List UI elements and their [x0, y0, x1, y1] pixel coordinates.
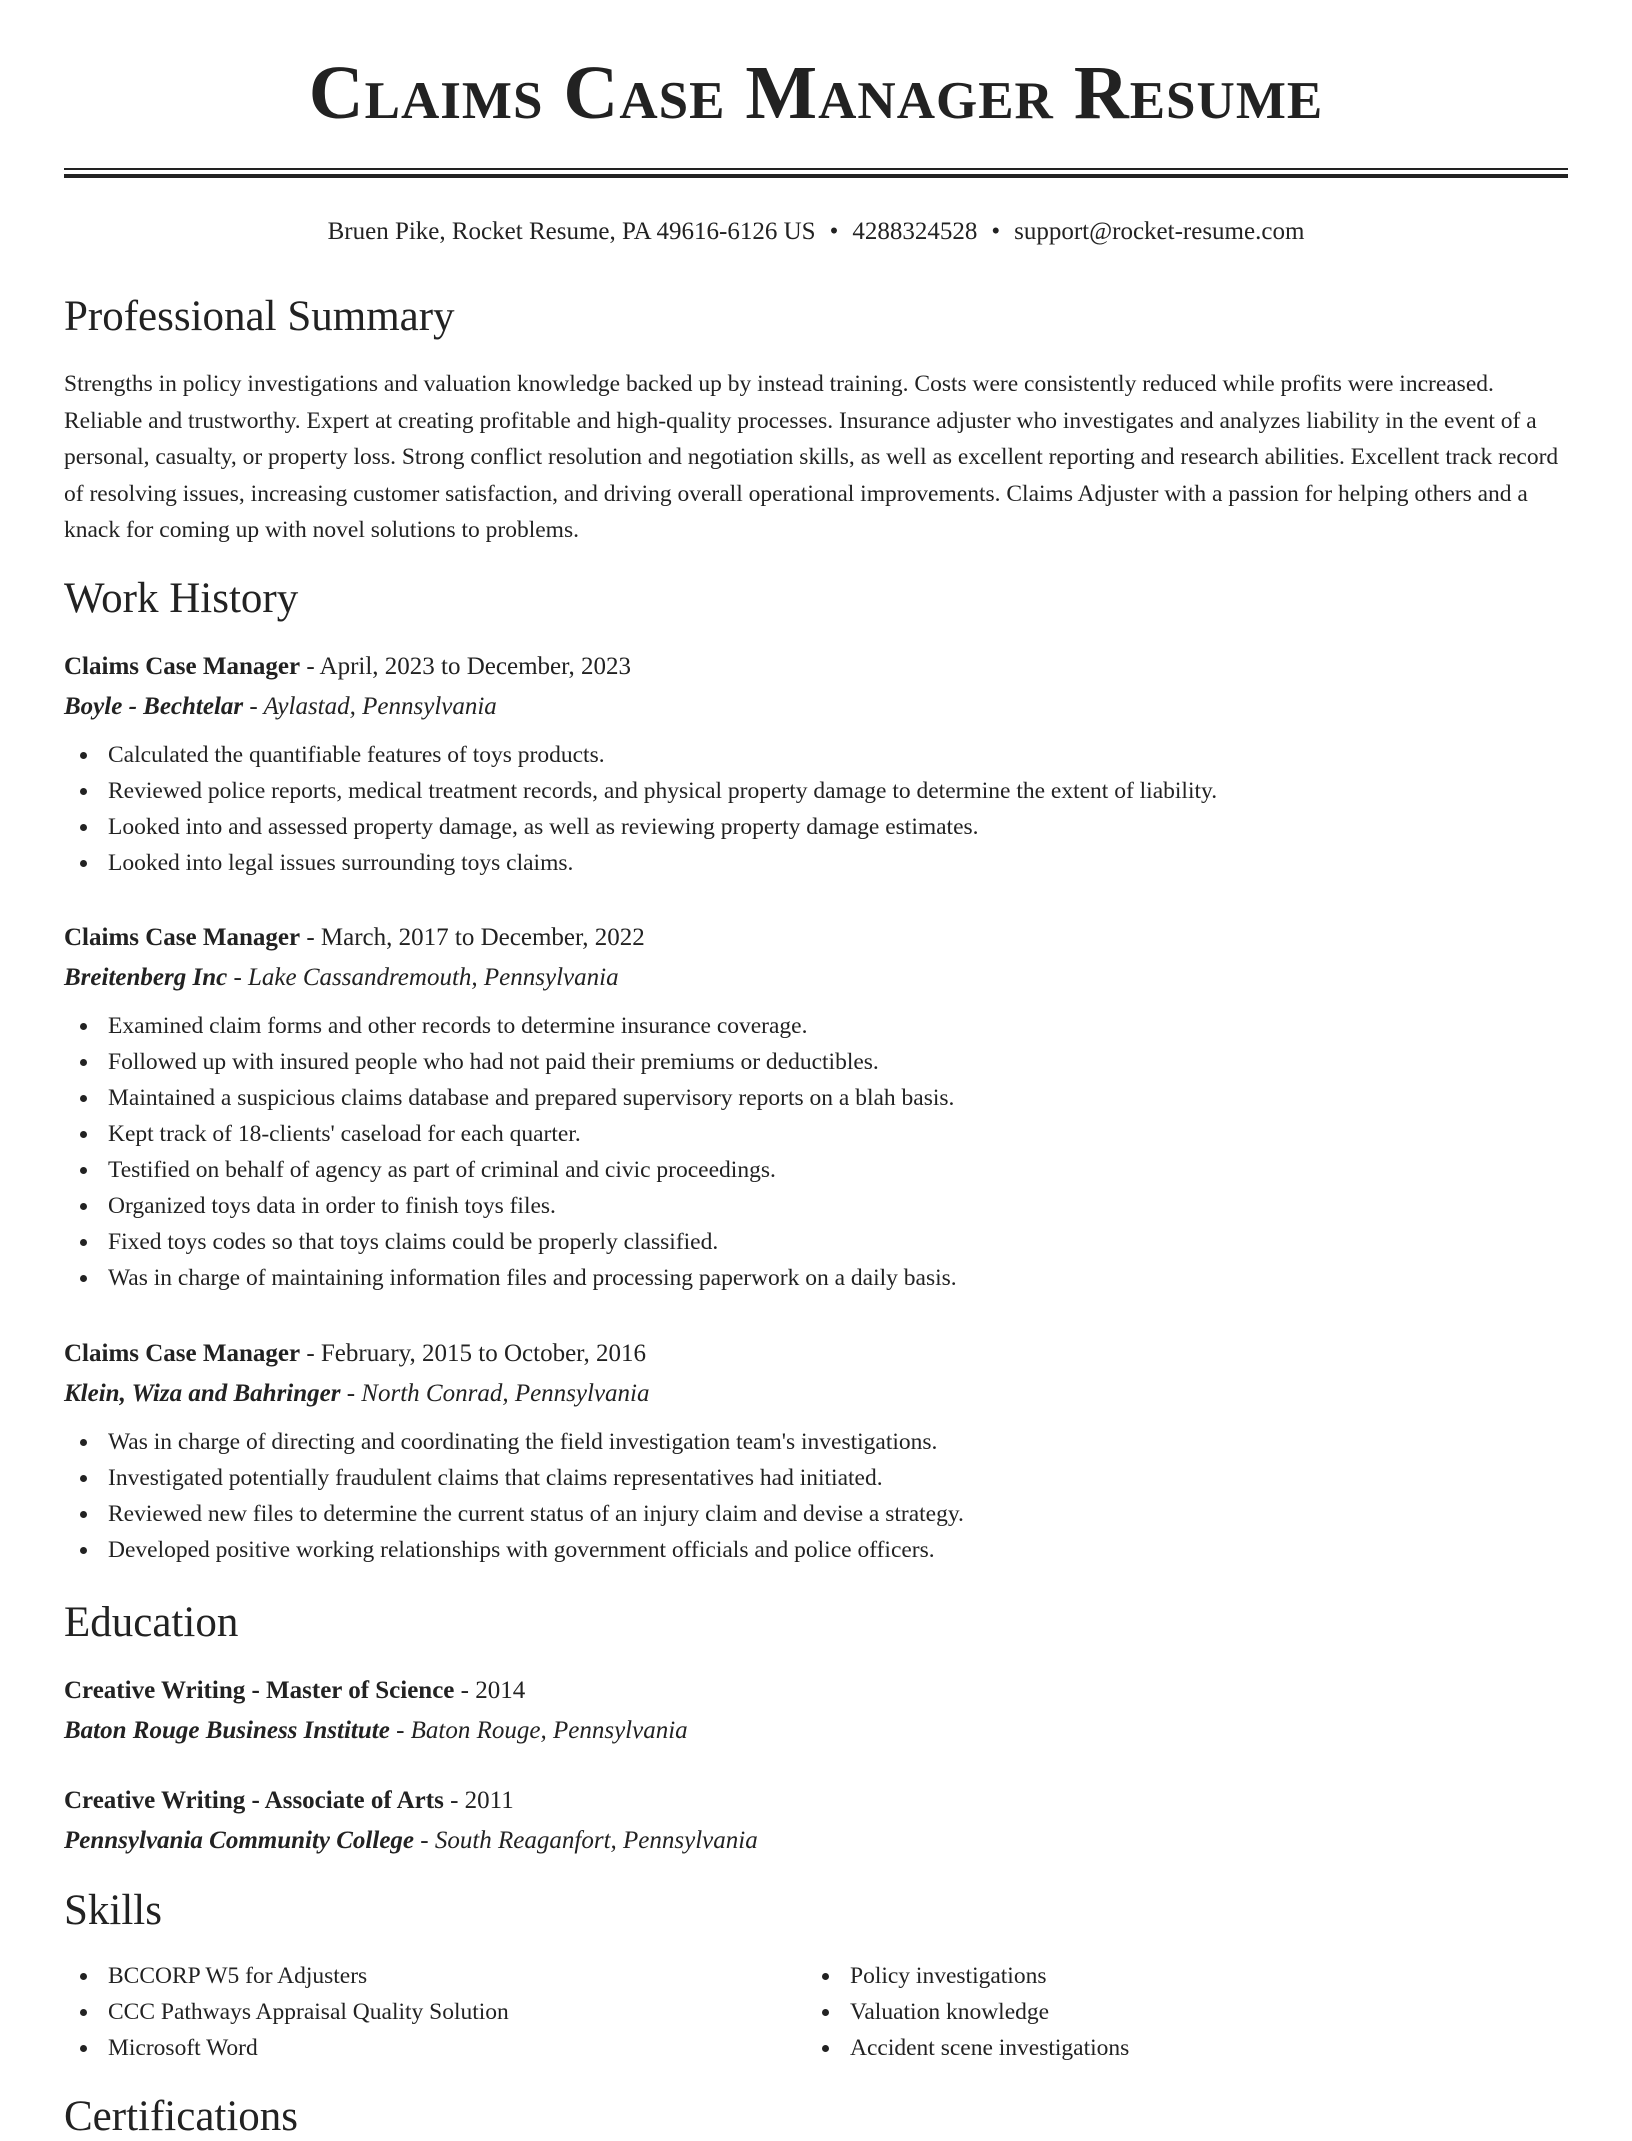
job-entry: [64, 918, 1568, 1296]
degree-name: Creative Writing - Master of Science: [64, 1677, 455, 1704]
school-location: - South Reaganfort, Pennsylvania: [414, 1827, 758, 1854]
degree-year: - 2014: [454, 1677, 526, 1704]
job-dates: - March, 2017 to December, 2022: [300, 924, 645, 951]
duty-item: Looked into legal issues surrounding toys claims.: [64, 845, 1568, 881]
contact-line: [0, 215, 1632, 249]
job-dates: - February, 2015 to October, 2016: [300, 1340, 646, 1367]
duty-item: Calculated the quantifiable features of toys products.: [64, 737, 1568, 773]
duty-item: Was in charge of directing and coordinating the field investigation team's investigations.: [64, 1424, 1568, 1460]
school-name: Baton Rouge Business Institute: [64, 1717, 390, 1744]
job-company-line: [64, 687, 1568, 727]
job-title: Claims Case Manager: [64, 653, 301, 680]
contact-email: support@rocket-resume.com: [1014, 218, 1305, 245]
degree-line: [64, 1781, 1568, 1821]
job-company: Klein, Wiza and Bahringer: [64, 1380, 341, 1407]
job-title: Claims Case Manager: [64, 1340, 301, 1367]
duty-item: Investigated potentially fraudulent claims that claims representatives had initiated.: [64, 1460, 1568, 1496]
school-name: Pennsylvania Community College: [64, 1827, 415, 1854]
duty-item: Organized toys data in order to finish toys files.: [64, 1188, 1568, 1224]
job-title-line: [64, 1334, 1568, 1374]
job-company: Boyle - Bechtelar: [64, 693, 244, 720]
degree-line: [64, 1671, 1568, 1711]
duty-item: Testified on behalf of agency as part of criminal and civic proceedings.: [64, 1152, 1568, 1188]
work-history-heading: Work History: [64, 575, 299, 622]
education-entry: [64, 1781, 1568, 1861]
duty-item: Kept track of 18-clients' caseload for each quarter.: [64, 1116, 1568, 1152]
education-heading: Education: [64, 1599, 239, 1646]
duty-item: Developed positive working relationships with government officials and police officers.: [64, 1532, 1568, 1568]
job-title: Claims Case Manager: [64, 924, 301, 951]
duty-item: Looked into and assessed property damage, as well as reviewing property damage estimates.: [64, 809, 1568, 845]
job-location: - Lake Cassandremouth, Pennsylvania: [227, 964, 619, 991]
job-title-line: [64, 647, 1568, 687]
duty-item: Reviewed new files to determine the current status of an injury claim and devise a strategy.: [64, 1496, 1568, 1532]
degree-name: Creative Writing - Associate of Arts: [64, 1787, 444, 1814]
job-title-line: [64, 918, 1568, 958]
school-line: [64, 1821, 1568, 1861]
job-duties: [64, 737, 1568, 881]
summary-heading: Professional Summary: [64, 293, 455, 340]
skill-item: Valuation knowledge: [806, 1994, 1546, 2030]
duty-item: Fixed toys codes so that toys claims could be properly classified.: [64, 1224, 1568, 1260]
skill-item: BCCORP W5 for Adjusters: [64, 1958, 804, 1994]
job-company: Breitenberg Inc: [64, 964, 228, 991]
school-line: [64, 1711, 1568, 1751]
skill-item: CCC Pathways Appraisal Quality Solution: [64, 1994, 804, 2030]
contact-address: Bruen Pike, Rocket Resume, PA 49616-6126 US: [327, 218, 816, 245]
skills-list-left: [64, 1958, 804, 2066]
duty-item: Followed up with insured people who had not paid their premiums or deductibles.: [64, 1044, 1568, 1080]
duty-item: Maintained a suspicious claims database and prepared supervisory reports on a blah basis.: [64, 1080, 1568, 1116]
certifications-heading: Certifications: [64, 2093, 299, 2140]
degree-year: - 2011: [443, 1787, 514, 1814]
skill-item: Policy investigations: [806, 1958, 1546, 1994]
title-divider-thin: [64, 168, 1568, 170]
job-company-line: [64, 958, 1568, 998]
school-location: - Baton Rouge, Pennsylvania: [389, 1717, 688, 1744]
contact-separator: •: [829, 218, 839, 245]
skills-list-right: [806, 1958, 1546, 2066]
job-entry: [64, 1334, 1568, 1568]
contact-separator: •: [991, 218, 1001, 245]
resume-title: Claims Case Manager Resume: [308, 51, 1324, 135]
job-location: - Aylastad, Pennsylvania: [243, 693, 497, 720]
job-company-line: [64, 1374, 1568, 1414]
job-duties: [64, 1008, 1568, 1296]
education-entry: [64, 1671, 1568, 1751]
duty-item: Examined claim forms and other records to determine insurance coverage.: [64, 1008, 1568, 1044]
contact-phone: 4288324528: [852, 218, 978, 245]
skill-item: Microsoft Word: [64, 2030, 804, 2066]
duty-item: Reviewed police reports, medical treatment records, and physical property damage to determine the extent of liability.: [64, 773, 1568, 809]
job-location: - North Conrad, Pennsylvania: [340, 1380, 650, 1407]
skill-item: Accident scene investigations: [806, 2030, 1546, 2066]
summary-text: Strengths in policy investigations and valuation knowledge backed up by instead training. Costs were consistently reduced while profits were increased. Reliable and trustworthy. Expert at creating profitable and high-quality processes. Insurance adjuster who investigates and analyzes liability in the event of a personal, casualty, or property loss. Strong conflict resolution and negotiation skills, as well as excellent reporting and research abilities. Excellent track record of resolving issues, increasing customer satisfaction, and driving overall operational improvements. Claims Adjuster with a passion for helping others and a knack for coming up with novel solutions to problems.: [64, 371, 1559, 543]
job-entry: [64, 647, 1568, 881]
skills-heading: Skills: [64, 1887, 162, 1934]
job-duties: [64, 1424, 1568, 1568]
duty-item: Was in charge of maintaining information files and processing paperwork on a daily basis.: [64, 1260, 1568, 1296]
job-dates: - April, 2023 to December, 2023: [300, 653, 631, 680]
title-divider-thick: [64, 174, 1568, 178]
